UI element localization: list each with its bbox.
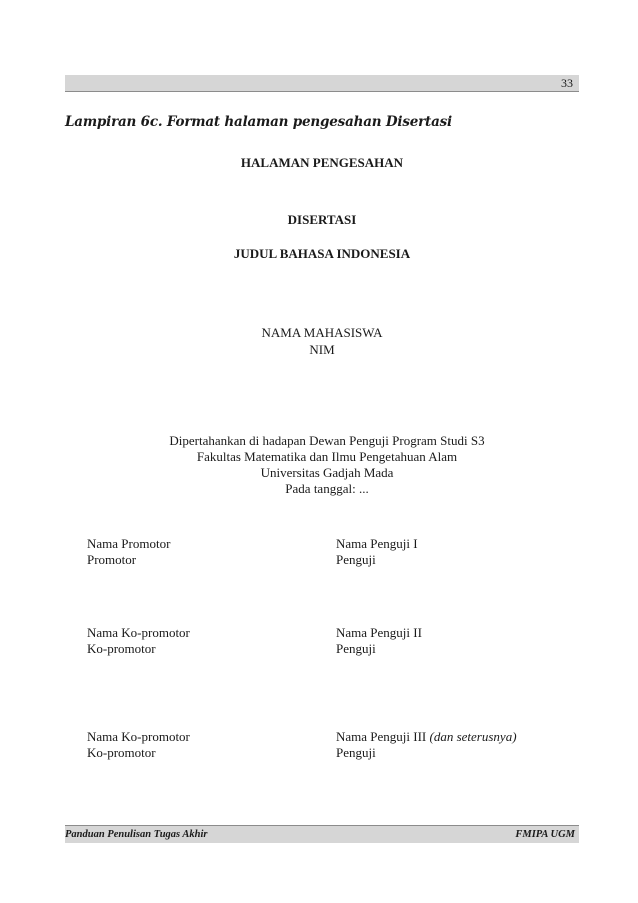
attachment-caption: Lampiran 6c. Format halaman pengesahan Disertasi (65, 114, 452, 130)
signatory-name: Nama Penguji II (336, 625, 422, 640)
signature-promotor (87, 536, 170, 568)
faculty-line: Fakultas Matematika dan Ilmu Pengetahuan Alam (196, 449, 458, 464)
thesis-title: JUDUL BAHASA INDONESIA (233, 246, 411, 261)
signatory-name: Nama Promotor (87, 536, 171, 551)
student-id: NIM (309, 342, 335, 357)
signatory-name-line (336, 729, 517, 745)
signature-co-promotor-1 (87, 625, 190, 657)
signatory-role: Penguji (336, 641, 376, 656)
page-heading: HALAMAN PENGESAHAN (240, 155, 404, 170)
page-header-bar (65, 75, 579, 92)
signatory-name: Nama Penguji I (336, 536, 418, 551)
footer-institution: FMIPA UGM (515, 829, 575, 840)
student-name: NAMA MAHASISWA (261, 325, 383, 340)
page-footer-bar (65, 825, 579, 843)
continuation-note: (dan seterusnya) (429, 729, 517, 744)
date-line: Pada tanggal: ... (285, 481, 369, 496)
page-number: 33 (561, 76, 573, 90)
document-type: DISERTASI (287, 212, 357, 227)
signature-co-promotor-2 (87, 729, 190, 761)
signature-examiner-3 (336, 729, 517, 761)
signatory-role: Penguji (336, 745, 376, 760)
signatory-name: Nama Ko-promotor (87, 729, 190, 744)
signatory-role: Ko-promotor (87, 641, 156, 656)
signature-examiner-1 (336, 536, 418, 568)
signatory-name: Nama Ko-promotor (87, 625, 190, 640)
signatory-role: Promotor (87, 552, 137, 567)
footer-guide-title: Panduan Penulisan Tugas Akhir (65, 829, 208, 840)
signatory-name: Nama Penguji III (336, 729, 427, 744)
signatory-role: Ko-promotor (87, 745, 156, 760)
signature-examiner-2 (336, 625, 422, 657)
defense-line: Dipertahankan di hadapan Dewan Penguji Program Studi S3 (169, 433, 485, 448)
university-line: Universitas Gadjah Mada (260, 465, 394, 480)
signatory-role: Penguji (336, 552, 376, 567)
defense-statement (115, 433, 539, 497)
